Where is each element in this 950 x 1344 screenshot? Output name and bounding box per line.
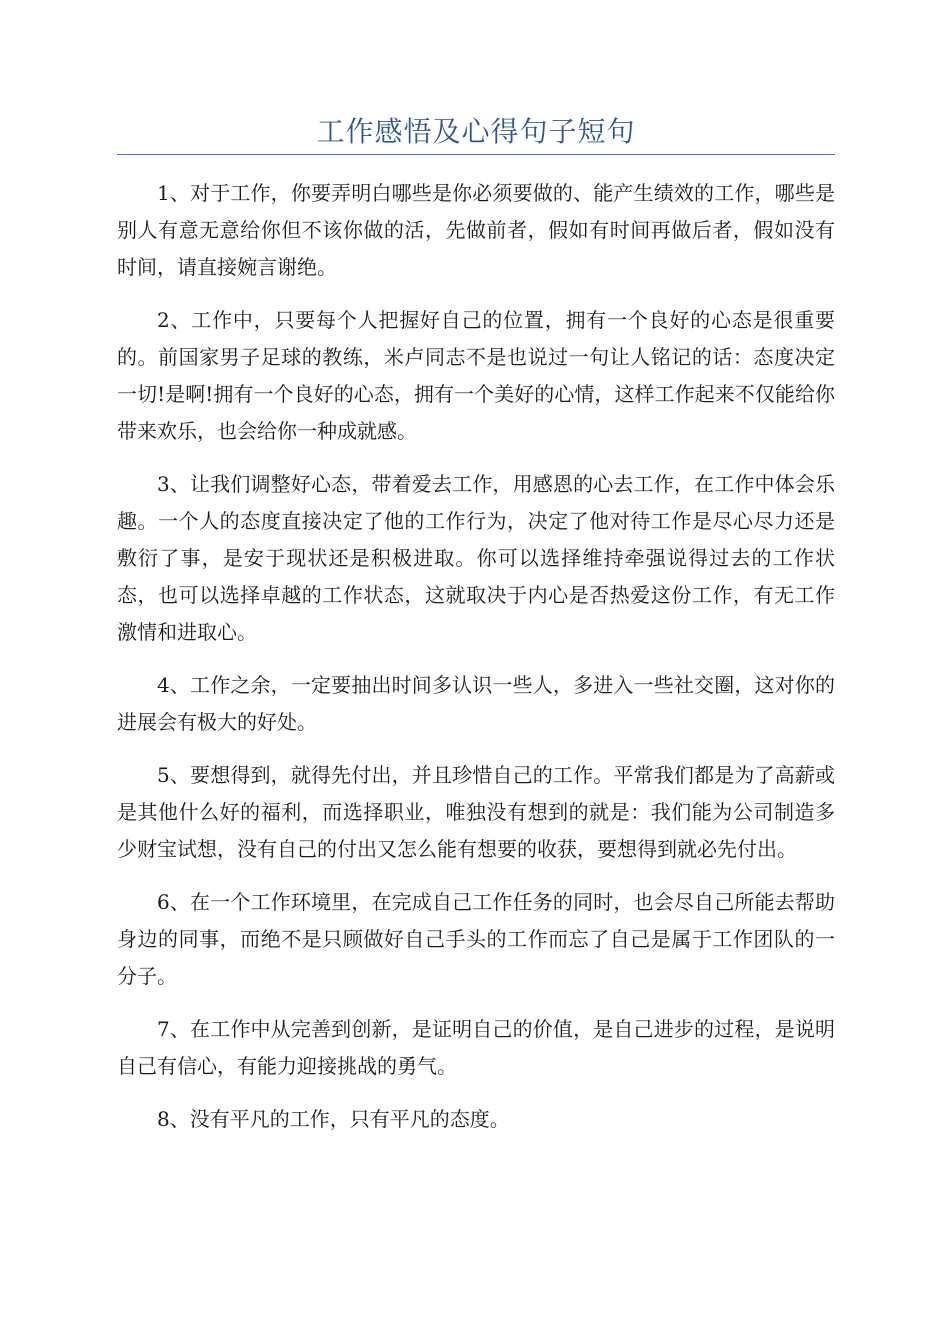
paragraph-5: 5、要想得到，就得先付出，并且珍惜自己的工作。平常我们都是为了高薪或是其他什么好的福利，而选择职业，唯独没有想到的就是：我们能为公司制造多少财宝试想，没有自己的付出又怎么能有想要的收获，要想得到就必先付出。: [117, 763, 835, 861]
document-title: 工作感悟及心得句子短句: [316, 115, 636, 148]
paragraph-7: 7、在工作中从完善到创新，是证明自己的价值，是自己进步的过程，是说明自己有信心，有能力迎接挑战的勇气。: [117, 1017, 835, 1078]
paragraph-1: 1、对于工作，你要弄明白哪些是你必须要做的、能产生绩效的工作，哪些是别人有意无意给你但不该你做的活，先做前者，假如有时间再做后者，假如没有时间，请直接婉言谢绝。: [117, 181, 835, 279]
paragraph-2: 2、工作中，只要每个人把握好自己的位置，拥有一个良好的心态是很重要的。前国家男子足球的教练，米卢同志不是也说过一句让人铭记的话：态度决定一切!是啊!拥有一个良好的心态，拥有一个美好的心情，这样工作起来不仅能给你带来欢乐，也会给你一种成就感。: [117, 308, 835, 443]
paragraph-6: 6、在一个工作环境里，在完成自己工作任务的同时，也会尽自己所能去帮助身边的同事，而绝不是只顾做好自己手头的工作而忘了自己是属于工作团队的一分子。: [117, 890, 835, 988]
paragraph-8: 8、没有平凡的工作，只有平凡的态度。: [157, 1107, 510, 1131]
paragraph-4: 4、工作之余，一定要抽出时间多认识一些人，多进入一些社交圈，这对你的进展会有极大的好处。: [117, 673, 835, 734]
document-body: [117, 175, 835, 1154]
paragraph-3: 3、让我们调整好心态，带着爱去工作，用感恩的心去工作，在工作中体会乐趣。一个人的态度直接决定了他的工作行为，决定了他对待工作是尽心尽力还是敷衍了事，是安于现状还是积极进取。你可以选择维持牵强说得过去的工作状态，也可以选择卓越的工作状态，这就取决于内心是否热爱这份工作，有无工作激情和进取心。: [117, 472, 835, 644]
title-underline: [117, 154, 835, 155]
